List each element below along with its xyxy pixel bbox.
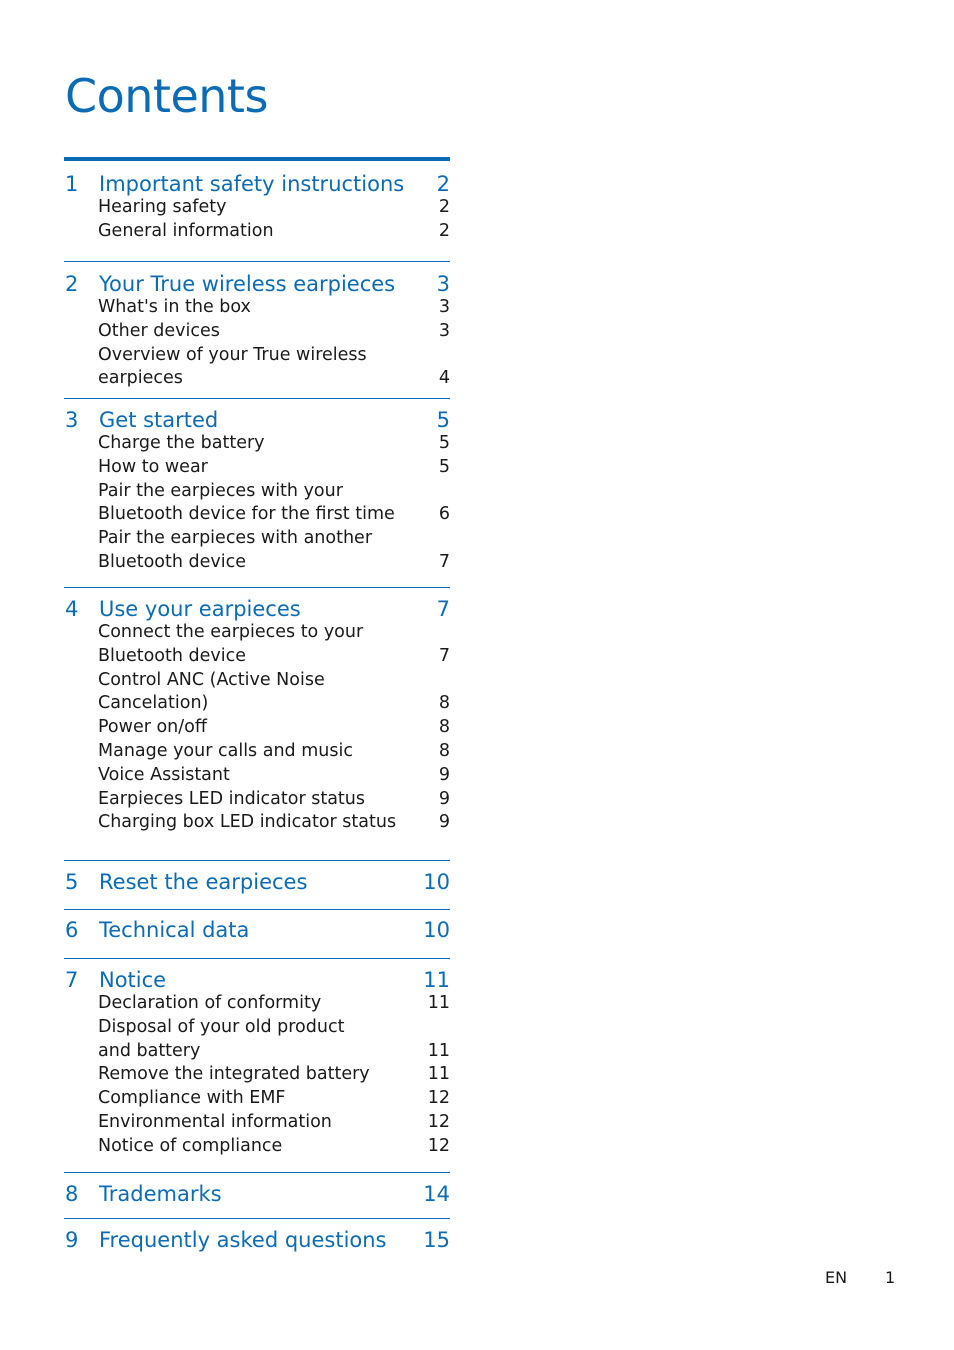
entry-text-continued: earpieces (98, 368, 183, 389)
toc-entry[interactable] (64, 740, 450, 764)
section-number: 3 (65, 408, 79, 432)
entry-text: Environmental information (98, 1111, 332, 1132)
section-title: Reset the earpieces (99, 870, 308, 894)
entry-label (98, 764, 428, 788)
entry-label (98, 320, 428, 344)
toc-entry[interactable] (64, 1063, 450, 1087)
toc-section-heading[interactable] (64, 272, 450, 296)
entry-page-number: 8 (438, 693, 450, 714)
section-title: Get started (99, 408, 219, 432)
section-title: Use your earpieces (99, 597, 301, 621)
entry-text: Declaration of conformity (98, 993, 322, 1013)
toc-entry[interactable] (64, 811, 450, 835)
toc-entry[interactable] (64, 669, 450, 717)
toc-section-heading[interactable] (64, 597, 450, 621)
toc-entry[interactable] (64, 992, 450, 1016)
entry-label (98, 196, 428, 220)
toc-entry[interactable] (64, 527, 450, 575)
entry-text: Pair the earpieces with your (98, 480, 343, 501)
entry-label (98, 456, 428, 480)
entry-label (98, 811, 428, 835)
entry-page-number: 3 (438, 297, 450, 317)
section-page-number: 2 (436, 172, 450, 196)
entry-page-number: 11 (427, 1064, 450, 1085)
toc-section (64, 262, 450, 399)
toc-section-heading[interactable] (64, 918, 450, 942)
entry-text: General information (98, 220, 274, 241)
section-page-number: 10 (423, 918, 450, 942)
section-page-number: 7 (436, 597, 450, 621)
toc-entry[interactable] (64, 480, 450, 528)
entry-text: Connect the earpieces to your (98, 622, 364, 642)
entry-page-number: 12 (427, 1111, 450, 1132)
toc-entry[interactable] (64, 320, 450, 344)
entry-label (98, 740, 428, 764)
entry-page-number: 11 (427, 1040, 450, 1061)
toc-section (64, 861, 450, 910)
section-number: 4 (65, 597, 79, 621)
entry-text: Remove the integrated battery (98, 1064, 370, 1085)
entry-text: Compliance with EMF (98, 1088, 286, 1109)
section-title: Notice (99, 968, 167, 992)
section-number: 8 (65, 1182, 79, 1206)
toc-section-heading[interactable] (64, 408, 450, 432)
toc-entry[interactable] (64, 1087, 450, 1111)
section-title: Technical data (99, 918, 250, 942)
entry-label (98, 1016, 428, 1064)
section-number: 6 (65, 918, 79, 942)
entry-text: Hearing safety (98, 197, 227, 217)
entry-page-number: 7 (438, 551, 450, 572)
footer-language: EN (825, 1268, 848, 1287)
entry-page-number: 12 (427, 1088, 450, 1109)
entry-label (98, 432, 428, 456)
entry-text: Manage your calls and music (98, 740, 353, 761)
toc-entry[interactable] (64, 1111, 450, 1135)
entry-page-number: 12 (427, 1135, 450, 1156)
entry-page-number: 2 (438, 197, 450, 217)
toc-section (64, 910, 450, 959)
section-number: 7 (65, 968, 79, 992)
toc-section (64, 959, 450, 1173)
toc-entry[interactable] (64, 621, 450, 669)
toc-entry[interactable] (64, 432, 450, 456)
toc-section-heading[interactable] (64, 968, 450, 992)
section-title: Your True wireless earpieces (99, 272, 396, 296)
section-number: 9 (65, 1228, 79, 1252)
entry-label (98, 621, 428, 669)
entry-label (98, 1135, 428, 1159)
toc-section (64, 399, 450, 588)
entry-label (98, 296, 428, 320)
section-number: 5 (65, 870, 79, 894)
entry-label (98, 344, 428, 392)
toc-section (64, 161, 450, 262)
entry-text: Notice of compliance (98, 1135, 283, 1156)
toc-section (64, 588, 450, 861)
toc-entry[interactable] (64, 296, 450, 320)
toc-entry[interactable] (64, 344, 450, 392)
toc-section-heading[interactable] (64, 1182, 450, 1206)
entry-label (98, 480, 428, 528)
entry-text-continued: Bluetooth device (98, 551, 246, 572)
entry-text: Other devices (98, 320, 220, 341)
entry-page-number: 9 (438, 812, 450, 833)
section-number: 2 (65, 272, 79, 296)
entry-label (98, 1063, 428, 1087)
toc-entry[interactable] (64, 1016, 450, 1064)
entry-text-continued: and battery (98, 1040, 201, 1061)
entry-page-number: 8 (438, 717, 450, 738)
toc-entry[interactable] (64, 220, 450, 244)
entry-page-number: 7 (438, 645, 450, 666)
section-page-number: 10 (423, 870, 450, 894)
toc-entry[interactable] (64, 196, 450, 220)
section-page-number: 14 (423, 1182, 450, 1206)
toc-section-heading[interactable] (64, 870, 450, 894)
table-of-contents (64, 157, 450, 1265)
entry-label (98, 716, 428, 740)
entry-text: Earpieces LED indicator status (98, 788, 365, 809)
toc-entry[interactable] (64, 1135, 450, 1159)
toc-entry[interactable] (64, 764, 450, 788)
entry-text: Pair the earpieces with another (98, 528, 373, 549)
section-number: 1 (65, 172, 79, 196)
entry-label (98, 1111, 428, 1135)
entry-page-number: 6 (438, 504, 450, 525)
entry-label (98, 788, 428, 812)
entry-text: How to wear (98, 456, 208, 477)
entry-text: What's in the box (98, 297, 251, 317)
entry-text: Charge the battery (98, 433, 265, 453)
toc-section-heading[interactable] (64, 1228, 450, 1252)
entry-label (98, 527, 428, 575)
entry-page-number: 5 (438, 433, 450, 453)
entry-page-number: 11 (427, 993, 450, 1013)
entry-text-continued: Bluetooth device for the first time (98, 504, 395, 525)
toc-entry[interactable] (64, 716, 450, 740)
entry-label (98, 1087, 428, 1111)
entry-text-continued: Cancelation) (98, 693, 209, 714)
entry-page-number: 5 (438, 456, 450, 477)
footer-page-number: 1 (885, 1268, 896, 1287)
entry-label (98, 992, 428, 1016)
entry-text: Disposal of your old product (98, 1016, 345, 1037)
entry-text: Overview of your True wireless (98, 344, 367, 365)
entry-text-continued: Bluetooth device (98, 645, 246, 666)
entry-page-number: 9 (438, 764, 450, 785)
toc-section (64, 1173, 450, 1219)
section-page-number: 3 (436, 272, 450, 296)
entry-text: Power on/off (98, 717, 207, 738)
section-page-number: 15 (423, 1228, 450, 1252)
entry-text: Charging box LED indicator status (98, 812, 397, 833)
entry-page-number: 2 (438, 220, 450, 241)
section-title: Trademarks (99, 1182, 222, 1206)
section-title: Important safety instructions (99, 172, 405, 196)
toc-section-heading[interactable] (64, 172, 450, 196)
toc-section (64, 1219, 450, 1265)
toc-entry[interactable] (64, 456, 450, 480)
page-title: Contents (65, 69, 268, 123)
entry-label (98, 220, 428, 244)
section-page-number: 11 (423, 968, 450, 992)
entry-text: Voice Assistant (98, 764, 230, 785)
entry-label (98, 669, 428, 717)
section-title: Frequently asked questions (99, 1228, 387, 1252)
section-page-number: 5 (436, 408, 450, 432)
entry-page-number: 3 (438, 320, 450, 341)
entry-page-number: 4 (438, 368, 450, 389)
entry-page-number: 9 (438, 788, 450, 809)
entry-page-number: 8 (438, 740, 450, 761)
toc-entry[interactable] (64, 788, 450, 812)
entry-text: Control ANC (Active Noise (98, 669, 325, 690)
